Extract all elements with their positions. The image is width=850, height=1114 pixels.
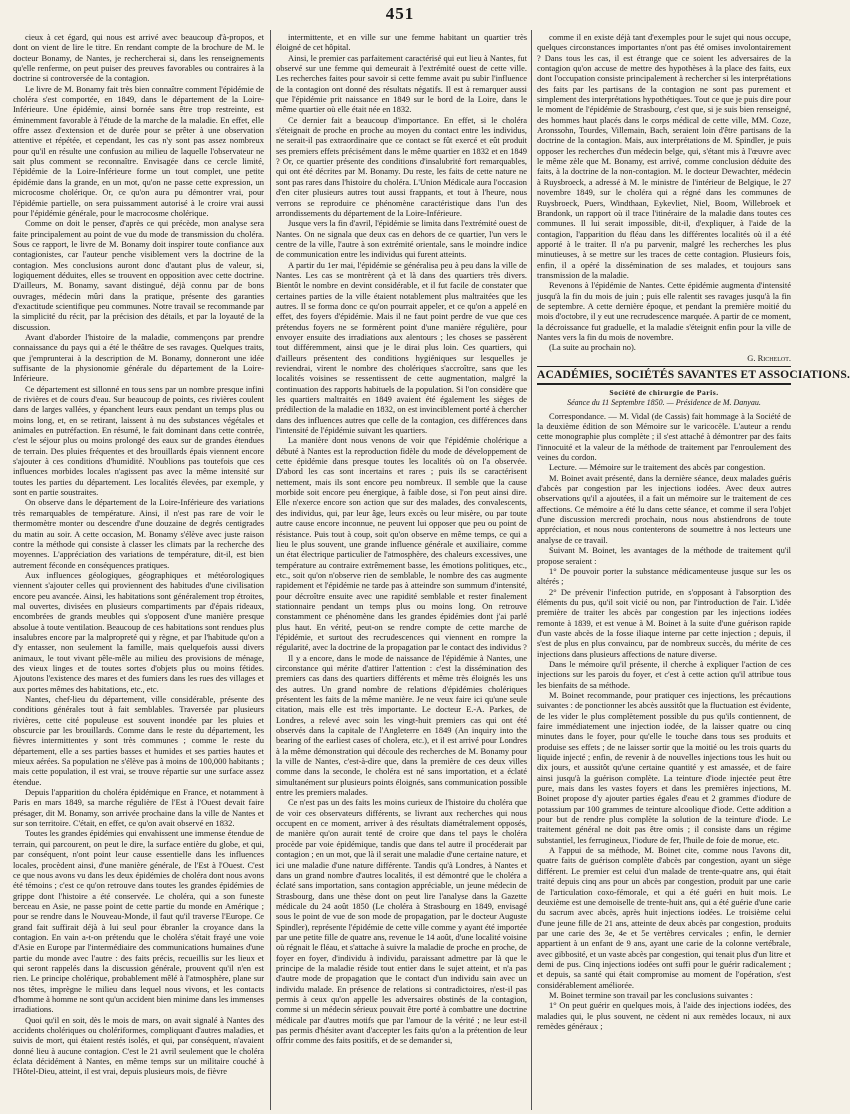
paragraph: comme il en existe déjà tant d'exemples pour le sujet qui nous occupe, quelques circonstances importantes n'ont pas été omises involontairement ? Dans tous les cas, il est étrange que ce soient les adversaires de la contagion qu'on accuse de mettre des hypothèses à la place des faits, eux dont l'occupation consiste principalement à rechercher si les interprétations des faits par les partisans de la contagion ne sont pas purement et simplement des interprétations hypothétiques. Tout ce que je puis dire pour le moment de l'épidémie de Strasbourg, c'est que, si je suis bien renseigné, des hommes haut placés dans le corps médical de cette ville, MM. Coze, Aronssohn, Tourdes, Villemain, Bach, seraient loin d'être partisans de la doctrine de la contagion. Mais, aux interprétations de M. Spindler, je puis opposer les recherches d'un médecin belge, qui, s'étant mis à l'œuvre avec le même zèle que M. Bonamy, est arrivé, comme conclusion déduite des faits, à la doctrine de la non-contagion. M. le docteur Dewachter, médecin à Ruysbroeck, a adressé à M. le ministre de l'intérieur de Belgique, le 27 novembre 1849, sur le choléra qui a régné dans les communes de Ruysbroeck, Puers, Windthaan, Eykevliet, Niel, Boom, Willebroek et Brandonk, un rapport où il trace l'itinéraire de la maladie dans toutes ces communes. Il lui serait impossible, dit-il, d'expliquer, à l'aide de la contagion, l'apparition du fléau dans les différentes localités où il a été apporté à le traiter. Il n'a pu parvenir, malgré les recherches les plus minutieuses, à se mettre sur les traces de cette contagion. Plusieurs fois, enfin, il a opéré la dissémination de ses malades, et toujours sans transmission de la maladie. bbox=[537, 32, 791, 280]
society-report bbox=[537, 411, 791, 1032]
section-rule bbox=[537, 366, 791, 367]
column-2 bbox=[276, 32, 527, 1110]
paragraph: Lecture. — Mémoire sur le traitement des abcès par congestion. bbox=[549, 462, 766, 473]
column-1 bbox=[13, 32, 264, 1110]
author-signature: G. Richelot. bbox=[747, 352, 791, 363]
paragraph: Aux influences géologiques, géographiques et météorologiques viennent s'ajouter celles qui proviennent des habitudes d'une civilisation encore peu avancée. Ainsi, les habitations sont généralement trop étroites, mal ouvertes, divisées en plusieurs compartiments par d'épais rideaux, encombrées de grands meubles qui s'opposent d'une manière presque absolue à toute ventilation. Beaucoup de ces habitations sont rendues plus insalubres encore par la malpropreté qui y règne, et par l'habitude qu'on a d'y entasser, non seulement la famille, mais quelquefois aussi divers animaux, le tout vivant pêle-mêle au milieu des provisions de ménage, des vieux linges et de toutes sortes d'objets plus ou moins fétides. Ajoutons l'existence des mares et des fumiers dans les rues des villages et aux portes mêmes des habitations, etc., etc. bbox=[13, 569, 264, 694]
paragraph: Ce département est sillonné en tous sens par un nombre presque infini de rivières et de cours d'eau. Sur beaucoup de points, ces rivières coulent dans de larges vallées, y épanchent leurs eaux pendant un temps plus ou moins long, et, en se retirant, laissent à nu des substances végétales et animales en putréfaction. En résumé, le fait dominant dans cette contrée, c'est le séjour plus ou moins prolongé des eaux sur de grandes étendues de terrain. Des pluies fréquentes et des brouillards épais viennent encore s'ajouter à ces conditions d'humidité. N'oublions pas toutefois que ces influences morbides locales n'agissent pas avec la même intensité sur toutes les parties du département. Les localités élevées, par exemple, y sont en partie soustraites. bbox=[13, 383, 264, 498]
paragraph: Il y a encore, dans le mode de naissance de l'épidémie à Nantes, une circonstance qui mérite d'attirer l'attention : c'est la dissémination des premiers cas dans des quartiers différents et même très éloignés les uns des autres. Un grand nombre de relations d'épidémies cholériques présentent les faits de la même manière. Je ne veux faire ici qu'une seule citation, mais elle est très importante. Le docteur E.-A. Parkes, de Londres, a relevé avec soin les vingt-huit premiers cas qui ont été observés dans la capitale de l'Angleterre en 1849 (An inquiry into the bearing of the earliest cases of cholera, etc.), et il est arrivé pour Londres à la même démonstration qui découle des recherches de M. Bonamy pour la ville de Nantes, c'est-à-dire que, dans la première de ces deux villes comme dans la seconde, le choléra est né sans importation, et a éclaté simultanément sur plusieurs points éloignés, sans communication possible entre les premiers malades. bbox=[276, 652, 527, 798]
paragraph: Toutes les grandes épidémies qui envahissent une immense étendue de terrain, qui parcourent, on peut le dire, la surface entière du globe, et qui, par conséquent, n'ont point leur cause essentielle dans les influences locales, procèdent ainsi, d'une manière générale, de l'Est à l'Ouest. C'est ce que nous avons vu dans les deux épidémies de choléra dont nous avons été témoins ; c'est ce qu'on retrouve dans toutes les grandes épidémies de grippe dont l'histoire a été conservée. Le choléra, qui a son funeste berceau en Asie, ne passe point de cette partie du monde en Amérique ; pour se rendre dans le Nouveau-Monde, il faut qu'il traverse l'Europe. Ce grand fait suffirait déjà à lui seul pour ébranler la croyance dans la contagion. En vain a-t-on prétendu que le choléra s'était frayé une voie d'Asie en Europe par l'intermédiaire des communications humaines d'une partie du monde avec l'autre : des faits précis, recueillis sur les lieux et qui seront rappelés dans la discussion générale, prouvent qu'il n'en est rien. Le principe cholérique, probablement mêlé à l'atmosphère, plane sur nos têtes, imprègne le milieu dans lequel nous vivons, et les contacts d'homme à homme ne sont qu'un accident bien minime dans les immenses irradiations. bbox=[13, 828, 264, 1015]
article-continuation bbox=[537, 32, 791, 353]
column-3 bbox=[537, 32, 850, 1110]
paragraph: A partir du 1er mai, l'épidémie se généralisa peu à peu dans la ville de Nantes. Les cas se montrèrent çà et là dans des quartiers très divers. Bientôt le nombre en devint considérable, et il fut facile de constater que certaines parties de la ville étaient notablement plus maltraitées que les autres. Il se forma donc ce qu'on pourrait appeler, et ce qu'on a appelé en effet, des foyers d'épidémie. Mais il ne faut point perdre de vue que ces prétendus foyers ne se formèrent point d'une manière régulière, pour envoyer ensuite des irradiations aux alentours ; les choses se passèrent tout différemment, ainsi que je le dirai plus loin. Ces quartiers, qui d'ailleurs présentent des conditions hygiéniques sur lesquelles je reviendrai, virent le nombre des cholériques s'accroître, sans que les localités voisines se ressentissent de cette augmentation, malgré la continuation des rapports habituels de la population. Si l'on considère que les quartiers maltraités en 1849 avaient été également les sièges de prédilection de la maladie en 1832, on est invinciblement porté à chercher dans des influences autres que celle de la contagion, ces différences dans l'intensité de l'épidémie suivant les quartiers. bbox=[276, 259, 527, 436]
paragraph: Avant d'aborder l'histoire de la maladie, commençons par prendre connaissance du pays qui a été le théâtre de ses ravages. Quelques traits, que j'emprunterai à la description de M. Bonamy, donneront une idée suffisante de la physionomie générale du département de la Loire-Inférieure. bbox=[13, 331, 264, 384]
paragraph: Quoi qu'il en soit, dès le mois de mars, on avait signalé à Nantes des accidents cholériques ou cholériformes, compliquant d'autres maladies, et suivis de mort, qui étaient restés isolés, et qui, par conséquent, n'avaient donné lieu à aucune contagion. C'est le 21 avril seulement que le choléra éclata décidément à Nantes, en même temps sur un militaire couché à l'Hôtel-Dieu, atteint, il est vrai, depuis plusieurs mois, de fièvre bbox=[13, 1014, 264, 1077]
paragraph: Suivant M. Boinet, les avantages de la méthode de traitement qu'il propose seraient : bbox=[537, 545, 791, 566]
paragraph: M. Boinet termine son travail par les conclusions suivantes : bbox=[549, 989, 753, 1000]
column-divider bbox=[531, 30, 532, 1110]
paragraph: Comme on doit le penser, d'après ce qui précède, mon analyse sera faite principalement au point de vue du mode de transmission du choléra. Sous ce rapport, le livre de M. Bonamy doit inspirer toute confiance aux contagionistes, car l'auteur penche visiblement vers la doctrine de la contagion. Mes conclusions auront donc d'autant plus de valeur, si, logiquement déduites, elles se trouvent en opposition avec cette doctrine. D'ailleurs, M. Bonamy, savant distingué, déjà connu par de bons ouvrages, médecin mûri dans la pratique, présente des garanties d'exactitude scientifique peu communes. Notre travail se recommande par la simplicité du récit, par la précision des détails, et par la loyauté de la discussion. bbox=[13, 218, 264, 332]
section-rule bbox=[537, 383, 791, 385]
paragraph: Jusque vers la fin d'avril, l'épidémie se limita dans l'extrémité ouest de Nantes. On ne signala que deux cas en dehors de ce quartier, l'un vers le centre de la ville, l'autre à son extrémité orientale, sans le moindre indice de communication entre les individus qui furent atteints. bbox=[276, 218, 527, 260]
paragraph: A l'appui de sa méthode, M. Boinet cite, comme nous l'avons dit, quatre faits de guérison complète d'abcès par congestion, ayant un siège différent. Le premier est celui d'un malade de trente-quatre ans, qui était traité depuis cinq ans pour un abcès par congestion, produit par une carie de l'articulation coxo-fémorale, et qui a été guéri en huit mois. Le deuxième est une demoiselle de trente-huit ans, qui a été guérie d'une carie du sacrum avec abcès, après huit injections iodées. Le troisième celui d'une jeune fille de 21 ans, atteinte de deux abcès par congestion, produits par une carie des 3e, 4e et 5e vertèbres cervicales ; enfin, le dernier appartient à un enfant de 9 ans, ayant une carie de la colonne vertébrale, avec gibbosité, et un vaste abcès par congestion, qui tenait plus d'un litre et demi de pus. Cinq injections iodées ont suffi pour le guérir radicalement ; et depuis, sa santé qui était compromise au moment de l'opération, s'est considérablement améliorée. bbox=[537, 845, 791, 990]
paragraph: Correspondance. — M. Vidal (de Cassis) fait hommage à la Société de la deuxième édition de son Mémoire sur le varicocèle. L'auteur a rendu cette monographie plus complète ; il s'est attaché à démontrer par des faits l'innocuité et la valeur de la méthode de traitement par l'enroulement des veines du cordon. bbox=[537, 410, 791, 463]
session-line: Séance du 11 Septembre 1850. — Présidence de M. Danyau. bbox=[567, 398, 761, 408]
paragraph: Le livre de M. Bonamy fait très bien connaître comment l'épidémie de choléra s'est comportée, en 1849, dans le département de la Loire-Inférieure. Une épidémie, ainsi bornée sans être trop restreinte, est éminemment favorable à l'étude de la marche de la maladie. En effet, elle offre assez d'extension et de durée pour se prêter à une observation attentive et répétée, et cependant, les cas n'y sont pas assez nombreux pour qu'il en résulte une confusion au milieu de laquelle l'observateur ne sait plus comment se reconnaître. Envisagée dans ce cercle limité, l'épidémie de la Loire-Inférieure forme un tout complet, une petite épidémie dans la grande, en un mot, qu'on ne passe cette expression, un microcosme cholérique. Or, ce qu'on aura pu démontrer vrai, pour l'épidémie partielle, on sera puissamment autorisé à le croire vrai aussi pour l'épidémie générale, pour le macrocosme cholérique. bbox=[13, 83, 264, 218]
paragraph: Ainsi, le premier cas parfaitement caractérisé qui eut lieu à Nantes, fut observé sur une femme qui demeurait à l'extrémité ouest de cette ville. Les recherches faites pour savoir si cette femme avait pu subir l'influence de la contagion ont donné des résultats négatifs. Il est à remarquer aussi que l'épidémie prit naissance en 1849 sur le bord de la Loire, dans le même quartier où elle était née en 1832. bbox=[276, 52, 527, 115]
paragraph: intermittente, et en ville sur une femme habitant un quartier très éloigné de cet hôpital. bbox=[276, 32, 527, 53]
paragraph: 2° De prévenir l'infection putride, en s'opposant à l'absorption des éléments du pus, qu'il soit vicié ou non, par l'introduction de l'air. L'idée première de traiter les abcès par congestion par les injections iodées remonte à 1839, et est venue à M. Boinet à la suite d'une guérison rapide d'un vaste abcès de la fosse iliaque interne par cette injection ; depuis, il s'est de plus en plus convaincu, par de nombreux succès, du mérite de ces injections dans plusieurs affections de nature diverse. bbox=[537, 586, 791, 659]
paragraph: 1° On peut guérir en quelques mois, à l'aide des injections iodées, des maladies qui, le plus souvent, ne cèdent ni aux remèdes locaux, ni aux remèdes généraux ; bbox=[537, 1000, 791, 1031]
paragraph: M. Boinet recommande, pour pratiquer ces injections, les précautions suivantes : de ponctionner les abcès aussitôt que la fluctuation est évidente, de les vider le plus complètement possible du pus qu'ils contiennent, de faire immédiatement une injection iodée, de la laisser quatre ou cinq minutes dans le foyer, pour qu'elle le touche dans tous ses produits et produise ses effets ; de ne laisser sortir que la moitié ou les trois quarts du liquide injecté ; enfin, de revenir à de nouvelles injections tous les huit ou dix jours, et aussitôt qu'une certaine quantité y est amassée, et de faire ainsi jusqu'à la guérison complète. La teinture d'iode injectée peut être pure, mais dans les vastes foyers et dans les premières injections, M. Boinet propose d'y ajouter parties égales d'eau et 2 grammes d'iodure de potassium par 100 grammes de teinture alcoolique d'iode. Cette addition a pour but de rendre plus complète la solution de la teinture d'iode. Le traitement général ne doit pas être omis ; il consiste dans un régime substantiel, les ferrugineux, l'iodure de fer, l'huile de foie de morue, etc. bbox=[537, 689, 791, 845]
paragraph: 1° De pouvoir porter la substance médicamenteuse jusque sur les os altérés ; bbox=[537, 565, 791, 587]
column-divider bbox=[270, 30, 271, 1110]
paragraph: Nantes, chef-lieu du département, ville considérable, présente des conditions générales tout à fait semblables. Traversée par plusieurs rivières, cette cité populeuse est souvent inondée par les pluies et obscurcie par les brouillards. Comme dans le reste du département, les fièvres intermittentes y sont très communes ; comme le reste du département, elle a ses parties basses et humides et ses parties hautes et mieux aérées. Sa population ne s'élève pas à moins de 100,000 habitants ; mais cette population, il est vrai, se trouve répartie sur une surface assez étendue. bbox=[13, 694, 264, 787]
paragraph: cieux à cet égard, qui nous est arrivé avec beaucoup d'à-propos, et dont on vient de lire le titre. En rendant compte de la brochure de M. le docteur Bonamy, de Nantes, je rechercherai si, dans les renseignements qu'elle renferme, on peut puiser des preuves favorables ou contraires à la doctrine si controversée de la contagion. bbox=[13, 32, 264, 84]
section-title: ACADÉMIES, SOCIÉTÉS SAVANTES ET ASSOCIATIONS. bbox=[537, 369, 850, 381]
paragraph: Dans le mémoire qu'il présente, il cherche à expliquer l'action de ces injections sur les parois du foyer, et c'est à cette action qu'il attribue tous les bienfaits de sa méthode. bbox=[537, 658, 791, 690]
paragraph: (La suite au prochain no). bbox=[549, 342, 636, 353]
paragraph: M. Boinet avait présenté, dans la dernière séance, deux malades guéris d'abcès par congestion par les injections iodées. Avec deux autres observations qu'il a ajoutées, il a fait un mémoire sur le traitement de ces affections. Ce mémoire a été lu dans cette séance, et comme il sera l'objet d'une discussion mercredi prochain, nous nous abstiendrons de toute appréciation, et nous nous contenterons de soumettre à nos lecteurs une analyse de ce travail. bbox=[537, 472, 791, 545]
paragraph: Ce n'est pas un des faits les moins curieux de l'histoire du choléra que de voir ces observateurs différents, se livrant aux recherches qui nous occupent en ce moment, arriver à des résultats diamétralement opposés, de manière qu'on aurait tenté de croire que dans tel pays le choléra procède par voie épidémique, tandis que dans tel autre il procéderait par contagion ; en un mot, que là il serait une maladie d'une certaine nature, et ici une maladie d'une nature différente. Tandis qu'à Londres, à Nantes et dans un grand nombre d'autres localités, il est démontré que le choléra a éclaté sans importation, sans contagion appréciable, un jeune médecin de Strasbourg, dans une thèse dont on peut lire l'analyse dans la Gazette médicale du 24 août 1850 (Le choléra à Strasbourg en 1849, envisagé sous le point de vue de son mode de propagation, par le docteur Auguste Spindler), représente l'épidémie de cette ville comme y ayant été importée par une petite fille de quatre ans, revenue le 14 août, d'une localité voisine où régnait le fléau, et s'attache à suivre la maladie de proche en proche, de foyer en foyer, d'individu à individu, paraissant admettre par là que le principe de la maladie réside tout entier dans le sujet atteint, et n'a pas d'autre mode de propagation que le contact d'un individu sain avec un individu malade. En présence de relations si contradictoires, n'est-il pas permis à ceux qu'on appelle les adversaires obstinés de la contagion, comme si un médecin sérieux pouvait être porté à combattre une doctrine médicale par d'autres motifs que par l'amour de la vérité ; ne leur est-il pas permis d'hésiter avant d'accepter les faits qu'on a la prétention de leur offrir comme des faits positifs, et de se demander si, bbox=[276, 797, 527, 1046]
society-title: Société de chirurgie de Paris. bbox=[609, 388, 719, 397]
paragraph: Ce dernier fait a beaucoup d'importance. En effet, si le choléra s'éteignait de proche en proche au moyen du contact entre les individus, ne serait-il pas extraordinaire que ce contact se fût exercé et eût produit ses premiers effets précisément dans le même quartier en 1832 et en 1849 ? Or, ce quartier présente des conditions d'insalubrité fort remarquables, qui ont été décrites par M. Bonamy. Du reste, les faits de cette nature ne sont pas rares dans l'histoire du choléra. L'Union Médicale aura l'occasion d'en citer plusieurs autres tout aussi frappants, et tout à l'heure, nous verrons se reproduire ce phénomène caractéristique dans l'un des arrondissements du département de la Loire-Inférieure. bbox=[276, 114, 527, 218]
page-number: 451 bbox=[385, 4, 415, 23]
paragraph: La manière dont nous venons de voir que l'épidémie cholérique a débuté à Nantes est la reproduction fidèle du mode de développement de cette épidémie dans presque toutes les localités où on l'a observée. D'abord les cas sont incertains et rares ; puis ils se caractérisent nettement, mais ils sont encore peu nombreux. Il semble que la cause morbide soit encore peu énergique, à faible dose, si l'on peut ainsi dire. Elle n'exerce encore son action que sur des malades, des convalescents, des individus, qui, par leur âge, leurs excès ou leur misère, ou par toute autre cause encore inconnue, ne peuvent lui opposer que peu ou point de résistance. Puis tout à coup, soit qu'on observe en même temps, ce qui a lieu le plus souvent, une grande influence générale et auxiliaire, comme un état électrique particulier de l'atmosphère, des chaleurs excessives, une température au contraire extrêmement basse, les émotions politiques, etc., etc., soit qu'on n'observe rien de semblable, le nombre des cas augmente rapidement et l'épidémie ne tarde pas à atteindre son summum d'intensité, pour décroître ensuite avec une rapidité semblable et rester finalement stationnaire pendant un temps plus ou moins long. On retrouve constamment ce phénomène dans les grandes épidémies dont j'ai parlé plus haut. En vérité, peut-on se rendre compte de cette marche de l'épidémie, et surtout des recrudescences qui viennent en rompre la régularité, avec la doctrine de la propagation par le contact des individus ? bbox=[276, 435, 527, 653]
paragraph: Revenons à l'épidémie de Nantes. Cette épidémie augmenta d'intensité jusqu'à la fin du mois de juin ; puis elle ralentit ses ravages jusqu'à la fin de septembre. A cette dernière époque, et pendant la première moitié du mois d'octobre, il y eut une recrudescence marquée. A partir de ce moment, la décroissance fut graduelle, et la maladie s'éteignit enfin pour la ville de Nantes vers la fin du mois de novembre. bbox=[537, 280, 791, 342]
paragraph: On observe dans le département de la Loire-Inférieure des variations très remarquables de température. Ainsi, il n'est pas rare de voir le thermomètre monter ou descendre d'une douzaine de degrés centigrades du matin au soir. A cette occasion, M. Bonamy s'élève avec juste raison contre la méthode qui consiste à classer les climats par la recherche des moyennes. L'appréciation des variations de température, dit-il, est bien autrement féconde en conséquences pratiques. bbox=[13, 497, 264, 570]
paragraph: Depuis l'apparition du choléra épidémique en France, et notamment à Paris en mars 1849, sa marche régulière de l'Est à l'Ouest devait faire présager, dit M. Bonamy, son arrivée prochaine dans la ville de Nantes et sur son territoire. C'était, en effet, ce qu'on avait observé en 1832. bbox=[13, 787, 264, 829]
